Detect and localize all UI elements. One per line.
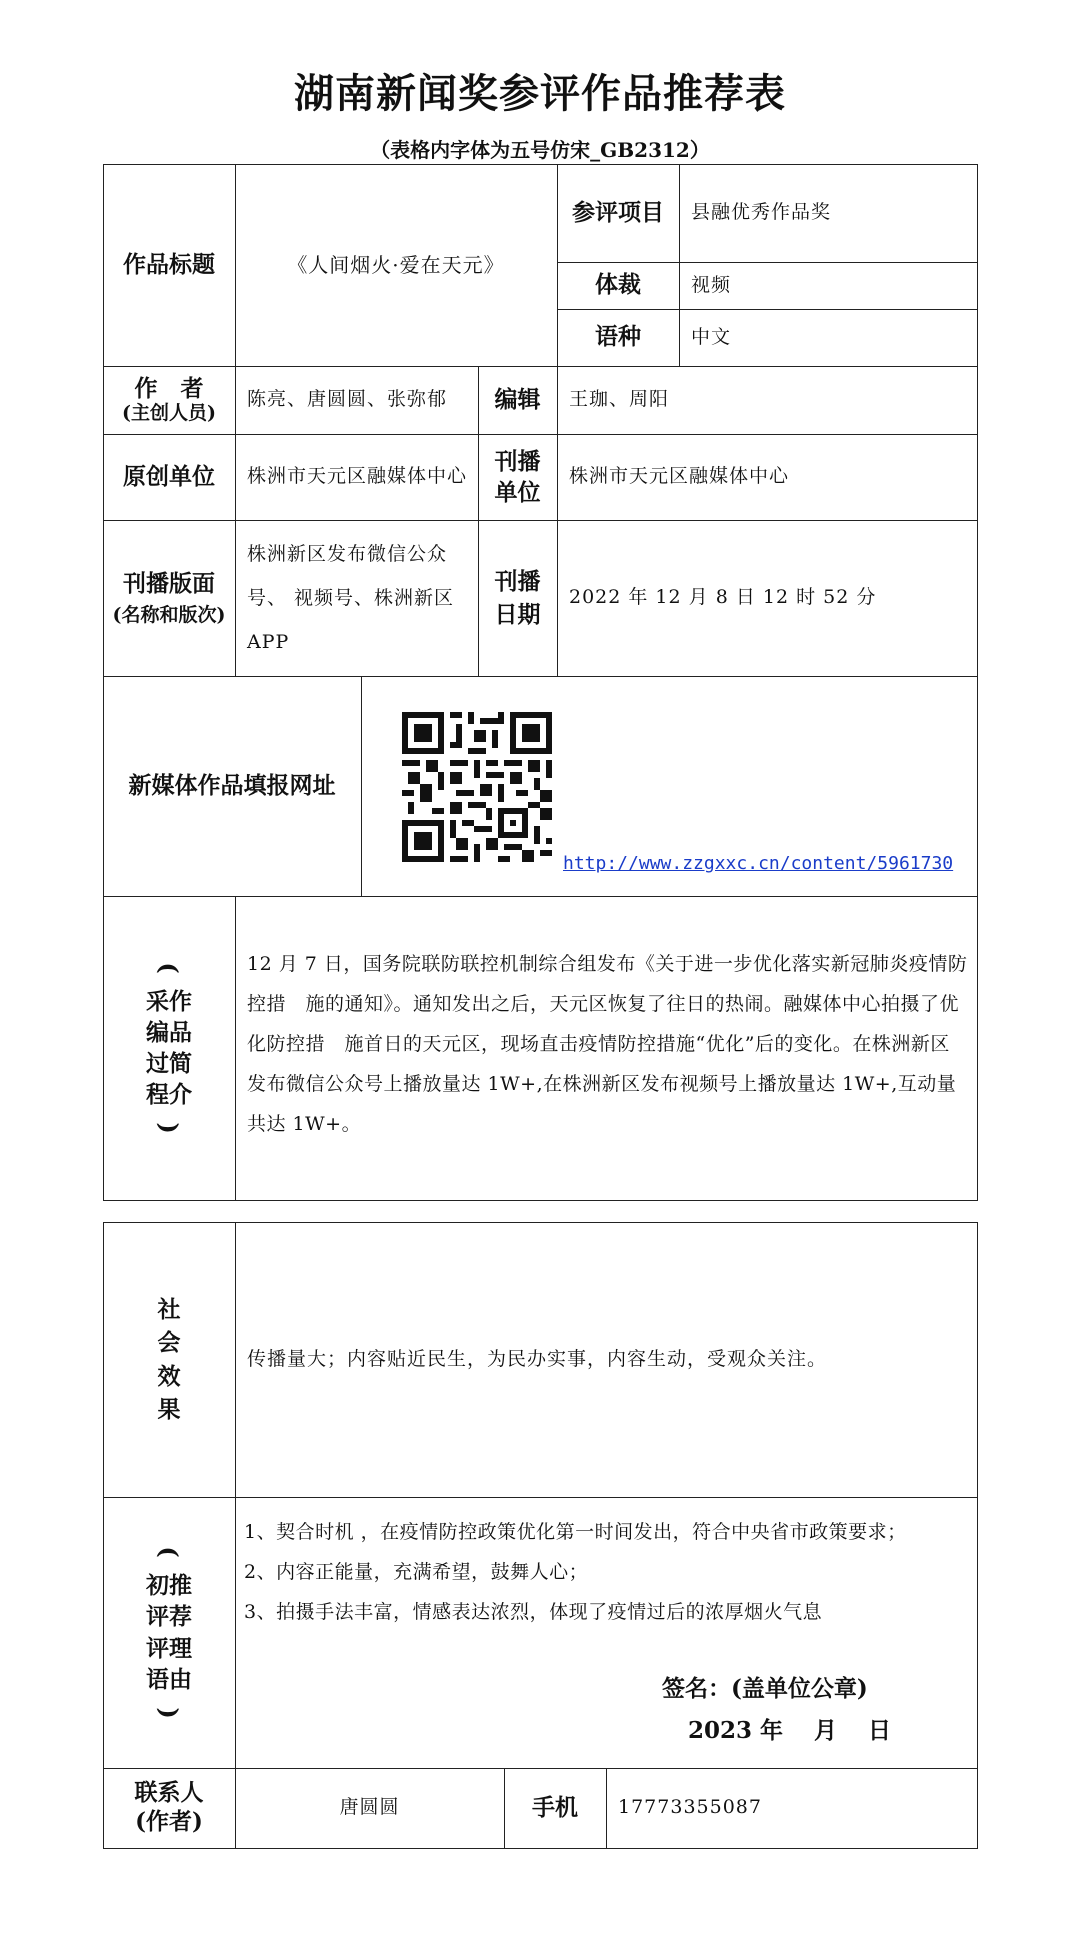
phone-label: 手机 — [532, 1793, 578, 1821]
page-subtitle: （表格内字体为五号仿宋_GB2312） — [370, 138, 710, 162]
authors-value: 陈亮、唐圆圆、张弥郁 — [247, 388, 448, 411]
intro-label-char: 程 — [146, 1081, 169, 1109]
date-label-cell — [478, 520, 557, 676]
signature-date: 2023 年 月 日 — [688, 1717, 892, 1744]
reason-label-b-col — [146, 1570, 169, 1694]
genre-value: 视频 — [691, 273, 732, 296]
contact-label-cell — [103, 1768, 235, 1848]
intro-label-cell: ( 采 编 过 程 作 品 简 介 ) — [146, 962, 192, 1134]
origin-label: 原创单位 — [123, 462, 215, 490]
genre-label: 体裁 — [595, 271, 641, 299]
effect-label-char: 效 — [157, 1362, 181, 1390]
signature-line: 签名：(盖单位公章) — [662, 1675, 868, 1702]
intro-label-char: 编 — [146, 1018, 169, 1046]
reason-label-char: 评 — [146, 1603, 169, 1631]
editors-value: 王珈、周阳 — [569, 388, 670, 411]
reason-label-char: 评 — [146, 1634, 169, 1662]
reason-list — [244, 1512, 974, 1632]
intro-label-char: 作 — [169, 987, 192, 1015]
url-label: 新媒体作品填报网址 — [128, 771, 336, 799]
intro-label-char: 简 — [169, 1050, 192, 1077]
date-value: 2022 年 12 月 8 日 12 时 52 分 — [569, 586, 877, 609]
phone-value: 17773355087 — [618, 1796, 762, 1819]
effect-label-char: 果 — [157, 1395, 181, 1423]
date-label-line2: 日期 — [494, 601, 541, 628]
effect-label — [158, 1293, 181, 1426]
submission-url-link[interactable]: http://www.zzgxxc.cn/content/5961730 — [563, 853, 954, 874]
language-label: 语种 — [595, 323, 641, 351]
category-value: 县融优秀作品奖 — [691, 201, 832, 223]
contact-value: 唐圆圆 — [339, 1796, 400, 1819]
intro-label-char: 过 — [146, 1050, 169, 1077]
edition-value: 株洲新区发布微信公众号、 视频号、株洲新区APP — [247, 543, 455, 653]
reason-label-char: 理 — [169, 1634, 192, 1662]
intro-label-char: 介 — [169, 1081, 192, 1109]
date-label-line1: 刊播 — [494, 567, 541, 595]
effect-label-cell — [103, 1222, 235, 1497]
language-value: 中文 — [691, 325, 732, 348]
publisher-label-line2: 单位 — [494, 479, 541, 506]
work-title-value: 《人间烟火·爱在天元》 — [287, 252, 505, 277]
intro-label-b-col — [146, 986, 169, 1110]
intro-text: 12 月 7 日，国务院联防联控机制综合组发布《关于进一步优化落实新冠肺炎疫情防控措 施的通知》。通知发出之后，天元区恢复了往日的热闹。融媒体中心拍摄了优化防控措 施首日的天元区，现场直击疫情防控措施“优化”后的变化。在株洲新区发布微信公众号上播放量达 1W+,在株洲新区发布视频号上播放量达 1W+,互动量共达 1W+。 — [247, 953, 968, 1135]
intro-label-char: 采 — [146, 987, 169, 1015]
publisher-label-cell — [478, 434, 557, 520]
reason-item: 3、拍摄手法丰富，情感表达浓烈，体现了疫情过后的浓厚烟火气息 — [244, 1601, 823, 1623]
intro-label-a-col — [169, 986, 192, 1110]
editor-label: 编辑 — [494, 385, 541, 413]
category-label: 参评项目 — [572, 198, 664, 226]
reason-label-cell: ( 初 评 评 语 推 荐 理 由 ) — [146, 1546, 192, 1719]
edition-label-cell — [103, 520, 235, 676]
edition-label: 刊播版面 — [123, 569, 215, 597]
effect-label-char: 社 — [157, 1295, 181, 1323]
reason-label-char: 推 — [169, 1572, 192, 1600]
reason-label-a-col — [169, 1570, 192, 1694]
author-sublabel: (主创人员) — [122, 402, 216, 425]
publisher-label-line1: 刊播 — [494, 447, 541, 475]
page-title: 湖南新闻奖参评作品推荐表 — [294, 70, 786, 117]
work-title-label: 作品标题 — [123, 250, 215, 278]
intro-label-char: 品 — [169, 1018, 192, 1046]
reason-item: 1、契合时机 ，在疫情防控政策优化第一时间发出，符合中央省市政策要求； — [244, 1521, 907, 1543]
reason-label-char: 由 — [169, 1665, 192, 1693]
reason-label-char: 荐 — [169, 1603, 192, 1631]
origin-value: 株洲市天元区融媒体中心 — [247, 465, 468, 488]
contact-sublabel: (作者) — [135, 1808, 203, 1835]
author-label: 作 者 — [134, 374, 204, 402]
qr-code-icon — [402, 712, 552, 862]
effect-value: 传播量大；内容贴近民生，为民办实事，内容生动，受观众关注。 — [247, 1347, 828, 1370]
reason-label-char: 初 — [146, 1572, 169, 1600]
edition-sublabel: (名称和版次) — [112, 604, 226, 626]
author-label-cell — [103, 366, 235, 434]
contact-label: 联系人 — [134, 1779, 204, 1807]
reason-item: 2、内容正能量，充满希望，鼓舞人心； — [244, 1561, 589, 1583]
reason-label-char: 语 — [146, 1665, 169, 1693]
effect-label-char: 会 — [157, 1329, 181, 1357]
publisher-value: 株洲市天元区融媒体中心 — [569, 465, 790, 488]
